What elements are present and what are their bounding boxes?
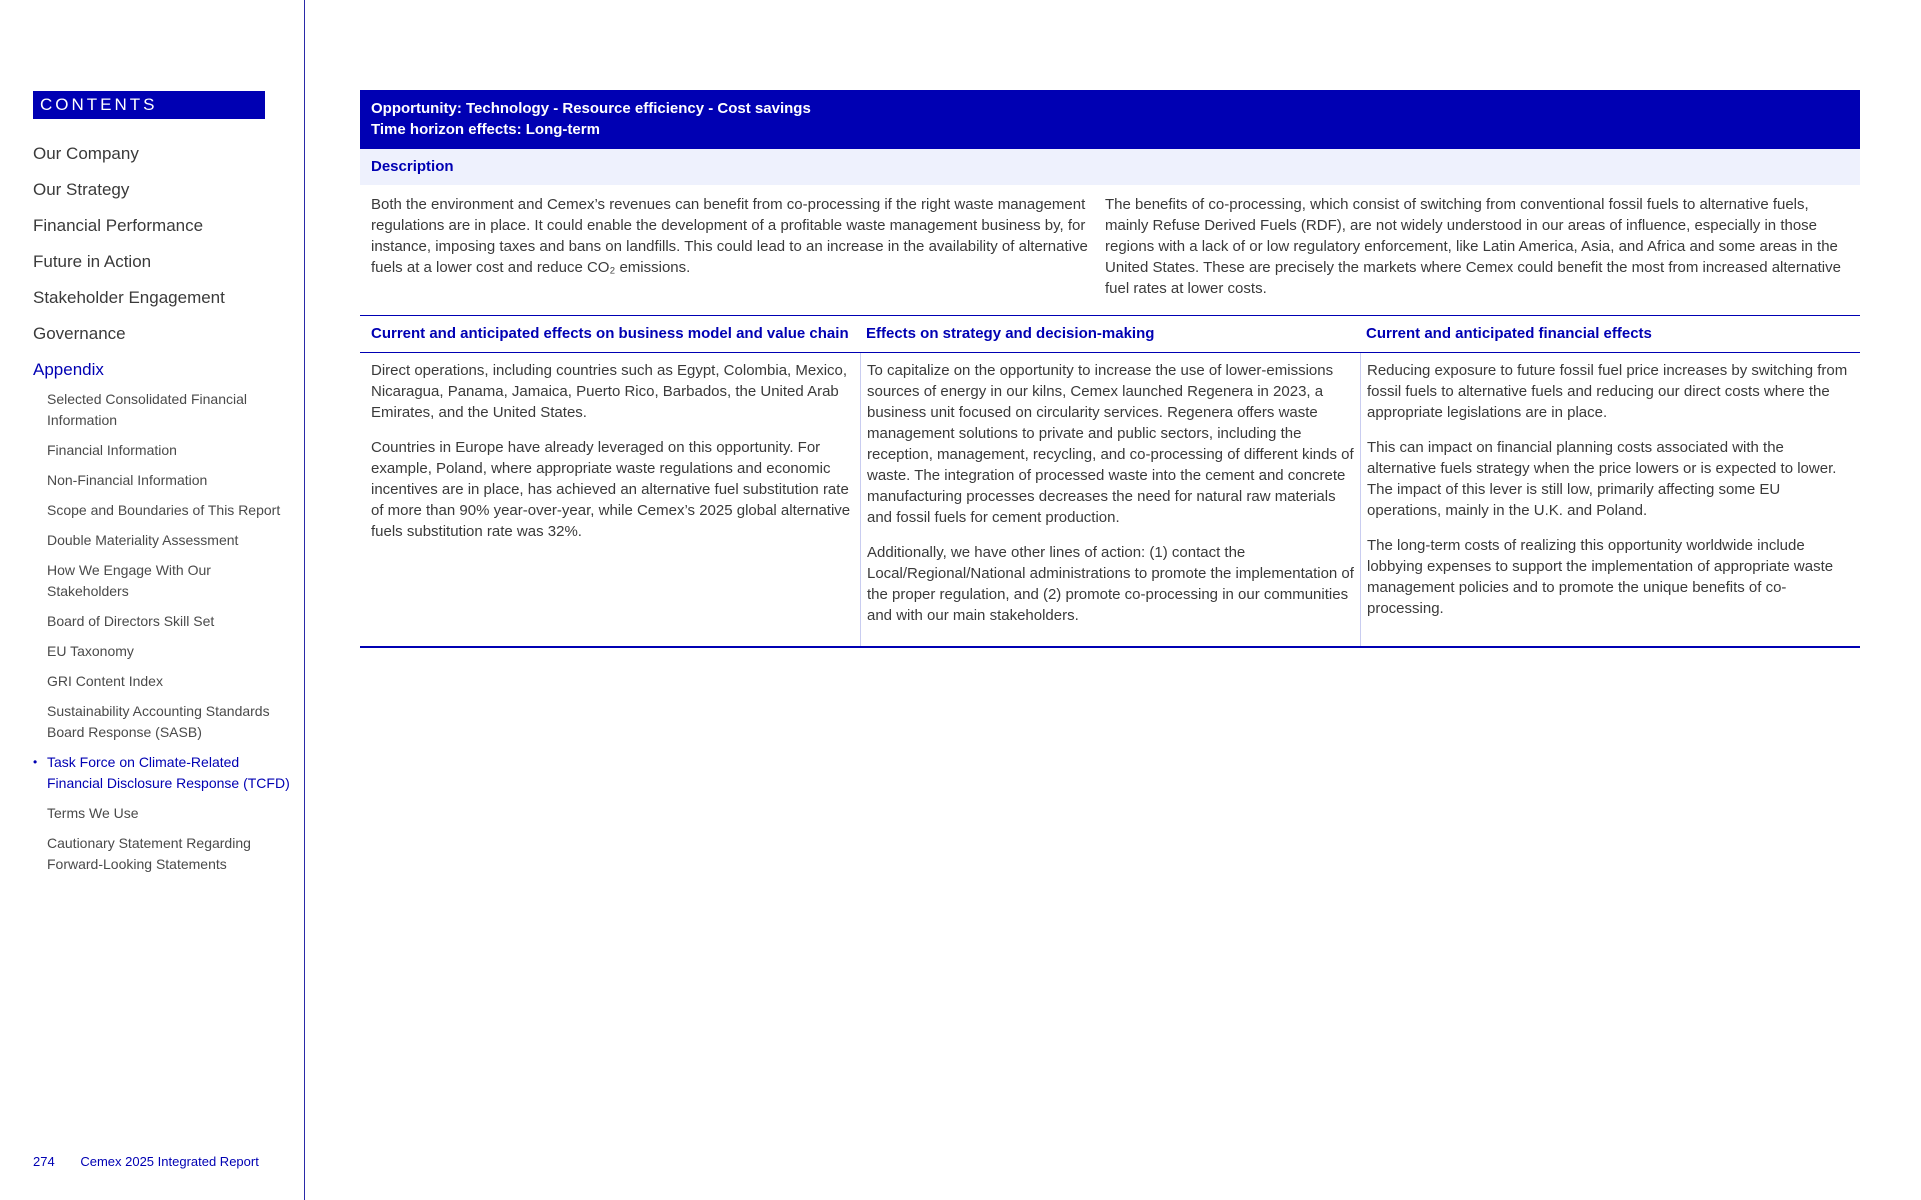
subnav-scope-and-boundaries[interactable]: Scope and Boundaries of This Report bbox=[47, 502, 281, 518]
opportunity-header bbox=[360, 90, 1860, 149]
subnav-cautionary-statement[interactable]: Cautionary Statement Regarding Forward-Looking Statements bbox=[47, 835, 251, 872]
nav-appendix[interactable]: Appendix bbox=[33, 360, 104, 379]
subnav-tcfd-item[interactable] bbox=[33, 752, 292, 794]
tcfd-opportunity-table bbox=[360, 90, 1860, 648]
col-header-financial-effects: Current and anticipated financial effects bbox=[1366, 325, 1652, 342]
subnav-terms-we-use[interactable]: Terms We Use bbox=[47, 805, 139, 821]
description-right: The benefits of co-processing, which consist of switching from conventional fossil fuels to alternative fuels, mainly Refuse Derived Fuels (RDF), are not widely understood in our areas of influence, especially in those regions with a lack of or low regulatory enforcement, like Latin America, Asia, and Africa and some areas in the United States. These are precisely the markets where Cemex could benefit the most from increased alternative fuel rates at lower costs. bbox=[1105, 196, 1841, 297]
page-number: 274 bbox=[33, 1154, 55, 1169]
sidebar bbox=[0, 0, 305, 1200]
financial-paragraph-3: The long-term costs of realizing this opportunity worldwide include lobbying expenses to support the implementation of appropriate waste management policies and to promote the unique benefits of co-processing. bbox=[1367, 537, 1834, 617]
subnav-eu-taxonomy[interactable]: EU Taxonomy bbox=[47, 643, 134, 659]
financial-paragraph-2: This can impact on financial planning costs associated with the alternative fuels strategy when the price lowers or is expected to lower. The impact of this lever is still low, primarily affecting some EU operations, mainly in the U.K. and Poland. bbox=[1367, 439, 1837, 519]
subnav-how-we-engage[interactable]: How We Engage With Our Stakeholders bbox=[47, 562, 211, 599]
nav-stakeholder-engagement[interactable]: Stakeholder Engagement bbox=[33, 288, 225, 307]
description-left: Both the environment and Cemex’s revenues can benefit from co-processing if the right waste management regulations are in place. It could enable the development of a profitable waste management business by, for instance, imposing taxes and bans on landfills. This could lead to an increase in the availability of alternative fuels at a lower cost and reduce CO₂ emissions. bbox=[371, 196, 1088, 276]
strategy-paragraph-1: To capitalize on the opportunity to increase the use of lower-emissions sources of energy in our kilns, Cemex launched Regenera in 2023, a business unit focused on circularity services. Regenera offers waste management solutions to private and public sectors, including the reception, management, recycling, and co-processing of different kinds of waste. The integration of processed waste into the cement and concrete manufacturing processes decreases the need for natural raw materials and fossil fuels for cement production. bbox=[867, 362, 1354, 526]
col-business-model bbox=[360, 353, 860, 646]
financial-paragraph-1: Reducing exposure to future fossil fuel price increases by switching from fossil fuels to alternative fuels and reducing our direct costs where the appropriate legislations are in place. bbox=[1367, 362, 1848, 421]
subnav-board-of-directors-skill-set[interactable]: Board of Directors Skill Set bbox=[47, 613, 215, 629]
subnav-financial-information[interactable]: Financial Information bbox=[47, 442, 177, 458]
subnav-selected-consolidated-financial-information[interactable]: Selected Consolidated Financial Information bbox=[47, 391, 248, 428]
report-title: Cemex 2025 Integrated Report bbox=[80, 1154, 259, 1169]
nav-financial-performance[interactable]: Financial Performance bbox=[33, 216, 204, 235]
effects-body-row bbox=[360, 353, 1860, 648]
subnav-double-materiality-assessment[interactable]: Double Materiality Assessment bbox=[47, 532, 239, 548]
page-footer bbox=[33, 1154, 259, 1169]
current-page-bullet: • bbox=[33, 755, 38, 769]
col-strategy bbox=[860, 353, 1360, 646]
nav-governance[interactable]: Governance bbox=[33, 324, 126, 343]
subnav-tcfd-label: Task Force on Climate-Related Financial Disclosure Response (TCFD) bbox=[47, 754, 290, 791]
col-header-strategy: Effects on strategy and decision-making bbox=[866, 325, 1155, 342]
col-financial-effects bbox=[1360, 353, 1860, 646]
col-header-business-model: Current and anticipated effects on business model and value chain bbox=[371, 325, 849, 342]
nav-our-strategy[interactable]: Our Strategy bbox=[33, 180, 130, 199]
main-nav bbox=[33, 136, 225, 388]
effects-header-row bbox=[360, 316, 1860, 353]
opportunity-title: Opportunity: Technology - Resource efficiency - Cost savings bbox=[371, 100, 811, 117]
description-header: Description bbox=[360, 149, 1860, 185]
nav-future-in-action[interactable]: Future in Action bbox=[33, 252, 152, 271]
time-horizon: Time horizon effects: Long-term bbox=[371, 121, 600, 138]
business-model-paragraph-1: Direct operations, including countries such as Egypt, Colombia, Mexico, Nicaragua, Panama, Jamaica, Puerto Rico, Barbados, the United Arab Emirates, and the United States. bbox=[371, 362, 848, 421]
contents-header: CONTENTS bbox=[33, 91, 265, 119]
strategy-paragraph-2: Additionally, we have other lines of action: (1) contact the Local/Regional/National administrations to promote the implementation of the proper regulation, and (2) promote co-processing in our communities and with our main stakeholders. bbox=[867, 544, 1354, 624]
description-body bbox=[360, 185, 1860, 316]
subnav-non-financial-information[interactable]: Non-Financial Information bbox=[47, 472, 208, 488]
appendix-subnav bbox=[33, 389, 292, 884]
business-model-paragraph-2: Countries in Europe have already leveraged on this opportunity. For example, Poland, where appropriate waste regulations and economic incentives are in place, has achieved an alternative fuel substitution rate of more than 90% year-over-year, while Cemex’s 2025 global alternative fuels substitution rate was 32%. bbox=[371, 439, 851, 540]
subnav-sasb[interactable]: Sustainability Accounting Standards Board Response (SASB) bbox=[47, 703, 270, 740]
nav-our-company[interactable]: Our Company bbox=[33, 144, 139, 163]
subnav-gri-content-index[interactable]: GRI Content Index bbox=[47, 673, 163, 689]
